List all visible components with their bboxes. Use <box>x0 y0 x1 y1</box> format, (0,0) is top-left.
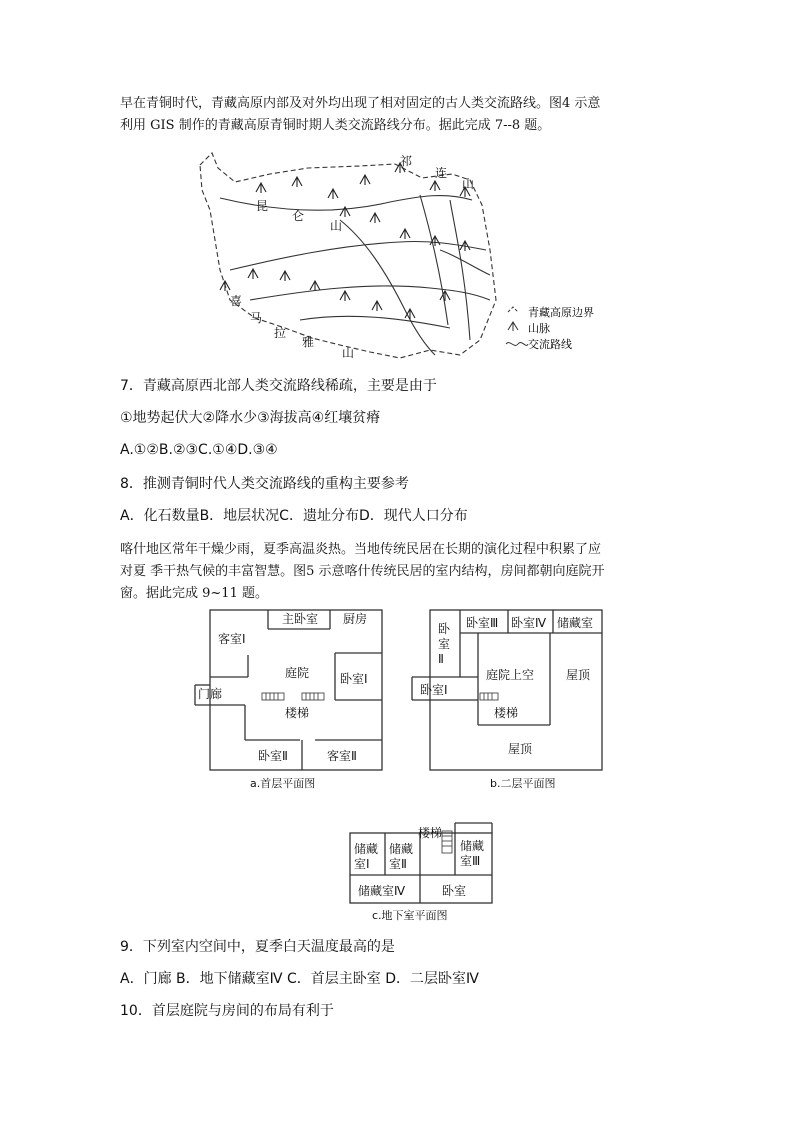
map-label: 山 <box>342 346 355 360</box>
map-label: 山 <box>330 219 343 233</box>
floor-plans <box>190 605 610 925</box>
route-line <box>440 250 490 275</box>
room-label: 庭院上空 <box>486 668 535 682</box>
route-line <box>250 286 490 300</box>
map-label: 马 <box>250 311 263 325</box>
q7-items: ①地势起伏大②降水少③海拔高④红壤贫瘠 <box>120 410 381 426</box>
room-label: 储藏室Ⅳ <box>358 884 406 898</box>
room-label: 厨房 <box>343 612 368 626</box>
room-label: 庭院 <box>285 666 310 680</box>
room-label: 卧室Ⅲ <box>466 616 499 630</box>
route-line <box>230 241 486 270</box>
room-label: 客室Ⅱ <box>327 749 357 763</box>
room-label: 卧室Ⅳ <box>511 616 547 630</box>
room-label: 楼梯 <box>285 706 310 720</box>
room-label: 屋顶 <box>566 668 591 682</box>
tibet-route-map <box>190 150 620 365</box>
q7-choices: A.①②B.②③C.①④D.③④ <box>120 442 278 458</box>
map-label: 雅 <box>302 335 315 349</box>
q7-stem: 7．青藏高原西北部人类交流路线稀疏，主要是由于 <box>120 378 437 394</box>
map-label: 仑 <box>292 209 305 223</box>
room-label: 屋顶 <box>508 742 533 756</box>
plan-a-stairs <box>262 693 324 700</box>
room-label: 储藏 <box>460 839 485 853</box>
room-label: 门廊 <box>198 687 223 701</box>
room-label: 楼梯 <box>418 826 443 840</box>
room-label: 储藏 <box>354 842 379 856</box>
route-line <box>300 316 450 328</box>
plan-b-stairs <box>480 693 498 700</box>
route-line <box>420 195 448 325</box>
room-label: 楼梯 <box>494 706 519 720</box>
plan-c-stairs <box>442 831 452 853</box>
room-label: 卧室Ⅱ <box>258 749 288 763</box>
q9-stem: 9．下列室内空间中，夏季白天温度最高的是 <box>120 939 395 955</box>
room-label: 卧 <box>438 622 451 636</box>
map-legend <box>506 305 594 351</box>
map-label: 昆 <box>256 199 269 213</box>
q8-choices: A．化石数量B．地层状况C．遗址分布D．现代人口分布 <box>120 508 468 524</box>
q8-stem: 8．推测青铜时代人类交流路线的重构主要参考 <box>120 476 409 492</box>
plan-c-caption: c.地下室平面图 <box>372 909 448 922</box>
room-label: 卧室Ⅰ <box>420 683 448 697</box>
room-label: 室Ⅲ <box>460 854 481 868</box>
room-label: 室Ⅱ <box>389 857 407 871</box>
room-label: 客室Ⅰ <box>218 632 246 646</box>
legend-route: 交流路线 <box>528 338 572 351</box>
room-label: 室 <box>438 637 451 651</box>
route-line <box>450 200 470 340</box>
intro2-line2: 对夏 季干热气候的丰富智慧。图5 示意喀什传统民居的室内结构，房间都朝向庭院开 <box>120 564 605 579</box>
plan-a-caption: a.首层平面图 <box>250 777 316 790</box>
intro2-line3: 窗。据此完成 9~11 题。 <box>120 586 268 601</box>
intro1-line1: 早在青铜时代，青藏高原内部及对外均出现了相对固定的古人类交流路线。图4 示意 <box>120 96 601 111</box>
intro1-line2: 利用 GIS 制作的青藏高原青铜时期人类交流路线分布。据此完成 7--8 题。 <box>120 118 551 133</box>
legend-boundary: 青藏高原边界 <box>528 306 594 319</box>
room-label: 卧室Ⅰ <box>340 672 368 686</box>
map-label: 连 <box>435 166 448 180</box>
room-label: 储藏 <box>389 842 414 856</box>
intro2-line1: 喀什地区常年干燥少雨，夏季高温炎热。当地传统民居在长期的演化过程中积累了应 <box>120 542 602 557</box>
room-label: 储藏室 <box>557 616 594 630</box>
room-label: Ⅱ <box>438 652 444 666</box>
map-label: 拉 <box>274 326 287 340</box>
q9-choices: A．门廊 B．地下储藏室Ⅳ C．首层主卧室 D．二层卧室Ⅳ <box>120 971 479 987</box>
legend-mountain: 山脉 <box>528 322 550 335</box>
map-label: 祁 <box>400 154 413 168</box>
room-label: 室Ⅰ <box>354 857 370 871</box>
plan-b-caption: b.二层平面图 <box>490 777 556 790</box>
map-label: 山 <box>462 177 475 191</box>
room-label: 卧室 <box>442 884 467 898</box>
q10-stem: 10．首层庭院与房间的布局有利于 <box>120 1003 334 1019</box>
mountain-icons <box>220 163 470 319</box>
room-label: 主卧室 <box>282 612 319 626</box>
map-label: 喜 <box>230 294 243 308</box>
